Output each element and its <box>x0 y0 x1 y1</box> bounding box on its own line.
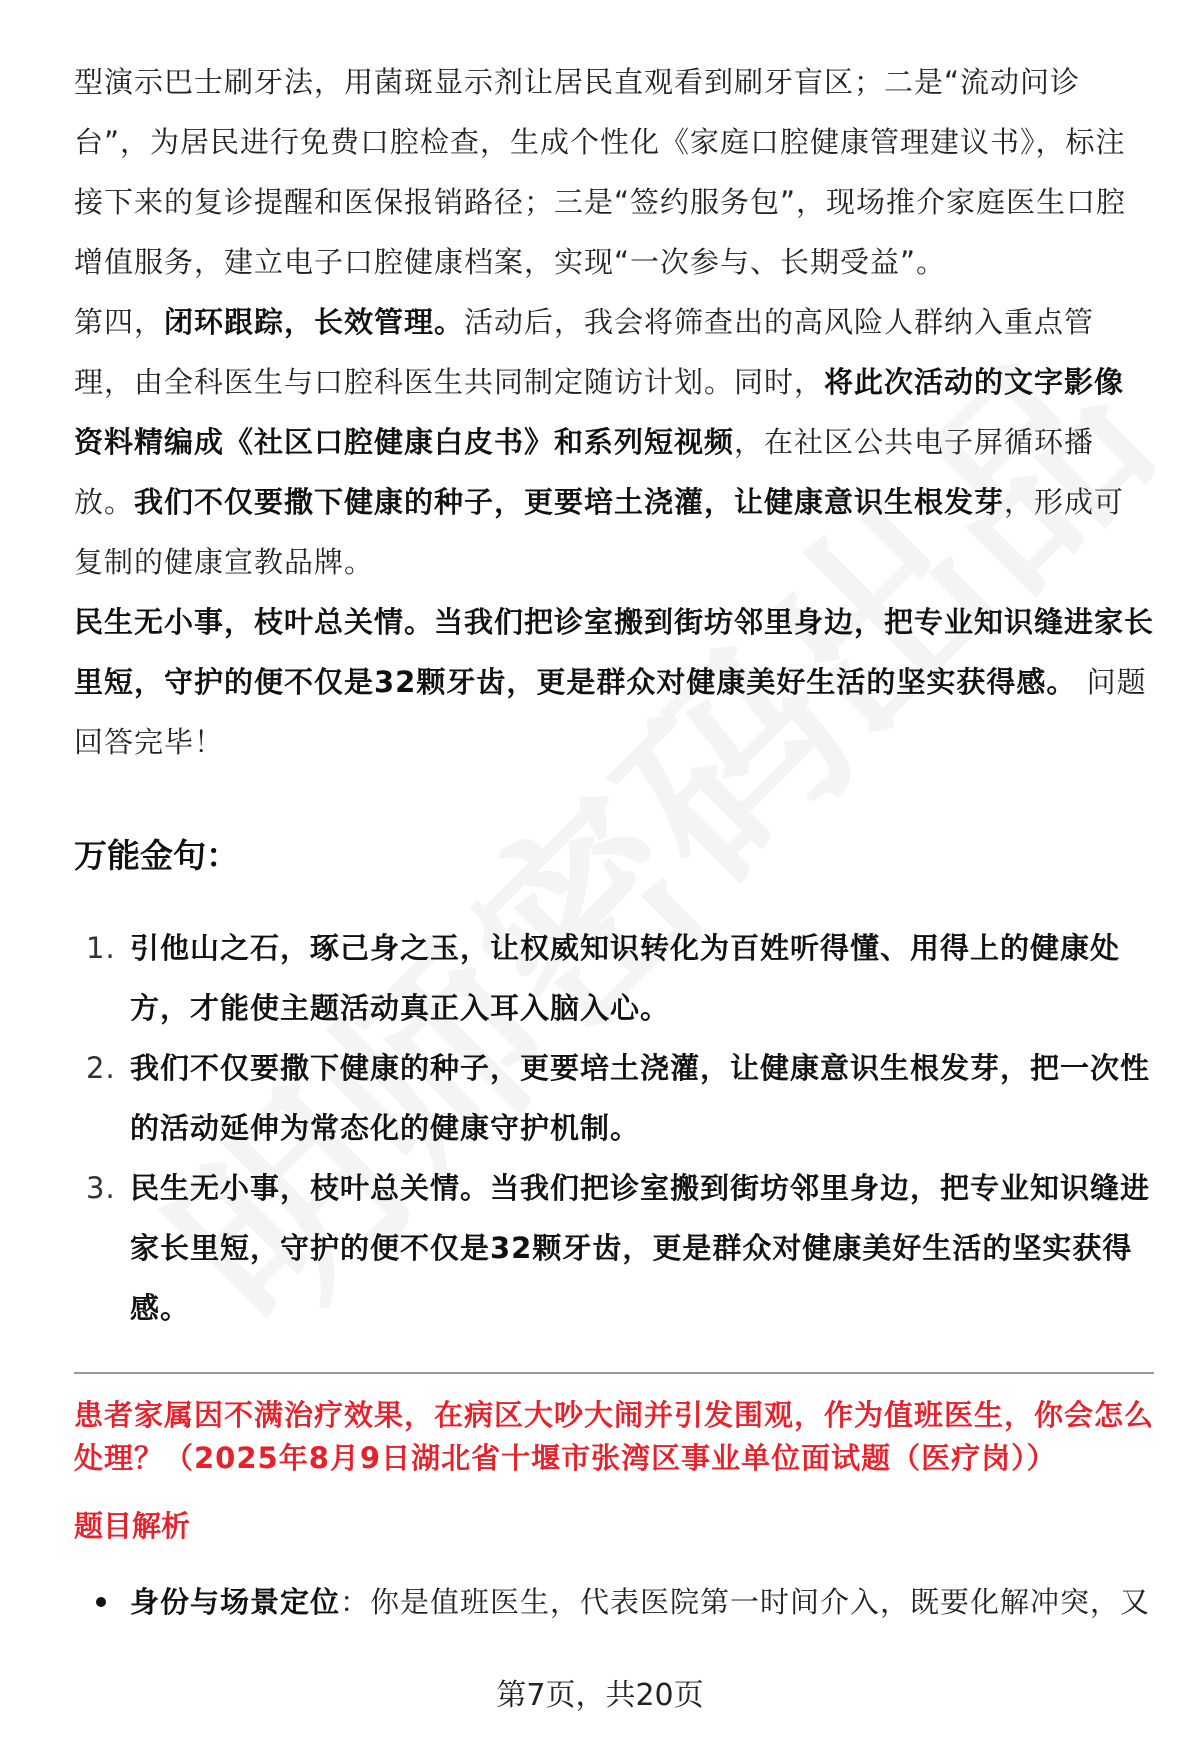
text-conclusion-bold: 民生无小事，枝叶总关情。当我们把诊室搬到街坊邻里身边，把专业知识缝进家长里短，守护的便不仅是32颗牙齿，更是群众对健康美好生活的坚实获得感。 <box>74 605 1155 699</box>
list-number: 2. <box>86 1051 116 1085</box>
list-text: 民生无小事，枝叶总关情。当我们把诊室搬到街坊邻里身边，把专业知识缝进家长里短，守护的便不仅是32颗牙齿，更是群众对健康美好生活的坚实获得感。 <box>130 1171 1151 1325</box>
text-seeds: 我们不仅要撒下健康的种子，更要培土浇灌，让健康意识生根发芽 <box>134 485 1005 519</box>
list-text: 引他山之石，琢己身之玉，让权威知识转化为百姓听得懂、用得上的健康处方，才能使主题活动真正入耳入脑入心。 <box>130 931 1121 1025</box>
list-number: 3. <box>86 1171 116 1205</box>
analysis-heading: 题目解析 <box>74 1509 191 1543</box>
bullet-icon <box>96 1597 106 1607</box>
text-screen-play: ，在社区公共电子屏循环播放。 <box>74 425 1095 519</box>
analysis-bullets <box>74 1580 1154 1624</box>
list-item <box>74 1038 1154 1158</box>
divider <box>74 1372 1154 1374</box>
list-item <box>74 918 1154 1038</box>
paragraph-activity-detail: 型演示巴士刷牙法，用菌斑显示剂让居民直观看到刷牙盲区；二是“流动问诊台”，为居民进行免费口腔检查，生成个性化《家庭口腔健康管理建议书》，标注接下来的复诊提醒和医保报销路径；三是“签约服务包”，现场推介家庭医生口腔增值服务，建立电子口腔健康档案，实现“一次参与、长期受益”。 <box>74 65 1127 279</box>
list-item <box>74 1158 1154 1338</box>
text-fourth: 第四， <box>74 305 165 339</box>
list-number: 1. <box>86 931 116 965</box>
paragraph-closed-loop <box>74 292 1154 592</box>
golden-sentences-heading: 万能金句： <box>74 836 239 875</box>
question-title: 患者家属因不满治疗效果，在病区大吵大闹并引发围观，作为值班医生，你会怎么处理？（2025年8月9日湖北省十堰市张湾区事业单位面试题（医疗岗）） <box>74 1398 1155 1475</box>
text-closed-loop-heading: 闭环跟踪，长效管理。 <box>164 305 465 339</box>
list-text: 我们不仅要撒下健康的种子，更要培土浇灌，让健康意识生根发芽，把一次性的活动延伸为常态化的健康守护机制。 <box>130 1051 1151 1145</box>
text-brand: ，形成可复制的健康宣教品牌。 <box>74 485 1125 579</box>
text-whitepaper: 将此次活动的文字影像资料精编成《社区口腔健康白皮书》和系列短视频 <box>74 365 1125 459</box>
bullet-text: ：你是值班医生，代表医院第一时间介入，既要化解冲突，又 <box>340 1585 1151 1619</box>
text-after-activity: 活动后，我会将筛查出的高风险人群纳入重点管理，由全科医生与口腔科医生共同制定随访计划。同时， <box>74 305 1095 399</box>
paragraph-conclusion <box>74 592 1154 772</box>
document-page <box>74 52 1154 1624</box>
page-number-footer: 第7页，共20页 <box>496 1678 704 1713</box>
golden-sentences-list <box>74 918 1154 1338</box>
text-conclusion-end: 问题回答完毕！ <box>74 665 1147 759</box>
list-item <box>74 1580 1154 1624</box>
bullet-label: 身份与场景定位 <box>130 1585 341 1619</box>
